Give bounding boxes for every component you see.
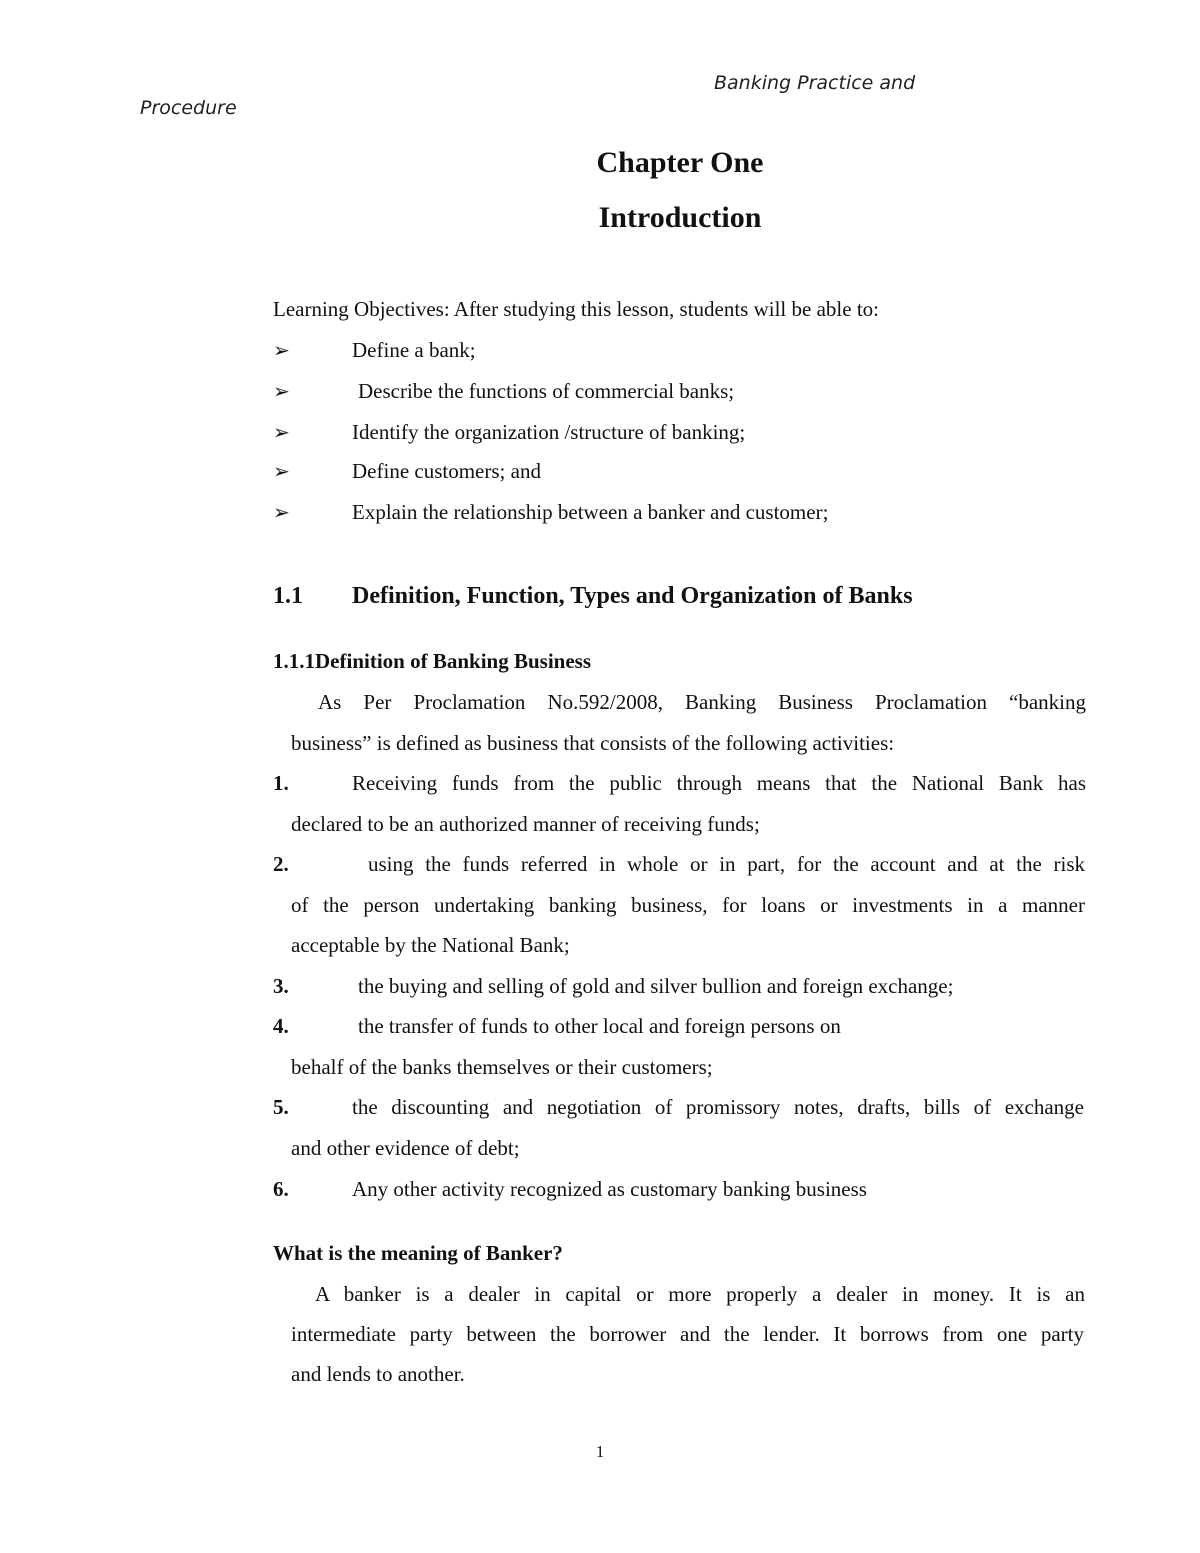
section-number: 1.1 [273,583,303,609]
list-number: 5. [273,1095,289,1119]
objective-item: Define customers; and [352,459,541,483]
list-item-line: using the funds referred in whole or in part, for the account and at the risk [368,852,1085,876]
objective-item: Define a bank; [352,338,476,362]
arrow-bullet-icon: ➢ [273,381,290,403]
list-item-line: Any other activity recognized as customary banking business [352,1177,867,1201]
running-header-line2: Procedure [140,97,237,119]
list-item-line: the buying and selling of gold and silver bullion and foreign exchange; [358,974,954,998]
subsection-title: 1.1.1Definition of Banking Business [273,649,591,673]
list-item-line: acceptable by the National Bank; [291,933,570,957]
list-item-line: and other evidence of debt; [291,1136,520,1160]
list-item-line: the transfer of funds to other local and foreign persons on [358,1014,841,1038]
list-number: 3. [273,974,289,998]
banker-paragraph-line: intermediate party between the borrower and the lender. It borrows from one party [291,1322,1084,1346]
arrow-bullet-icon: ➢ [273,340,290,362]
objective-item: Explain the relationship between a banker and customer; [352,500,829,524]
running-header-line1: Banking Practice and [714,72,916,94]
banker-paragraph-line: A banker is a dealer in capital or more properly a dealer in money. It is an [315,1282,1085,1306]
list-item-line: declared to be an authorized manner of receiving funds; [291,812,760,836]
banker-heading: What is the meaning of Banker? [273,1241,563,1265]
list-number: 6. [273,1177,289,1201]
objectives-intro: Learning Objectives: After studying this lesson, students will be able to: [273,297,879,321]
list-number: 4. [273,1014,289,1038]
list-number: 1. [273,771,289,795]
definition-intro-line: business” is defined as business that consists of the following activities: [291,731,895,755]
arrow-bullet-icon: ➢ [273,422,290,444]
definition-intro-line: As Per Proclamation No.592/2008, Banking Business Proclamation “banking [318,690,1086,714]
list-item-line: Receiving funds from the public through means that the National Bank has [352,771,1086,795]
list-number: 2. [273,852,289,876]
list-item-line: behalf of the banks themselves or their customers; [291,1055,713,1079]
chapter-subtitle: Introduction [598,201,762,234]
list-item-line: the discounting and negotiation of promissory notes, drafts, bills of exchange [352,1095,1084,1119]
objective-item: Identify the organization /structure of banking; [352,420,746,444]
page-number: 1 [595,1442,605,1461]
list-item-line: of the person undertaking banking business, for loans or investments in a manner [291,893,1085,917]
objective-item: Describe the functions of commercial banks; [358,379,735,403]
banker-paragraph-line: and lends to another. [291,1362,465,1386]
arrow-bullet-icon: ➢ [273,502,290,524]
section-title: Definition, Function, Types and Organization of Banks [352,583,913,609]
arrow-bullet-icon: ➢ [273,461,290,483]
chapter-title: Chapter One [596,146,764,179]
